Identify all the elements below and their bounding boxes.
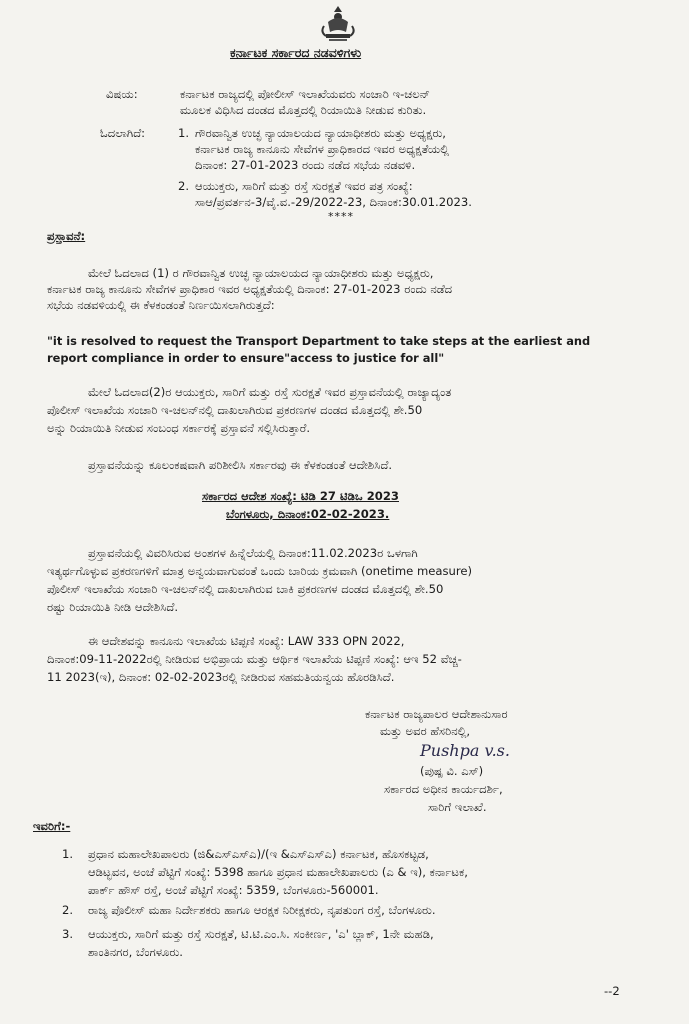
recipients-heading: ಇವರಿಗೆ:- xyxy=(33,819,71,833)
recipient-number: 2. xyxy=(62,903,74,917)
recipient-line: ಆಡಿಟ್ಭವನ, ಅಂಚೆ ಪೆಟ್ಟಿಗೆ ಸಂಖ್ಯೆ: 5398 ಹಾಗೂ ಪ್ರಧಾನ ಮಹಾಲೇಖಪಾಲರು (ಎ & ಇ), ಕರ್ನಾಟಕ, xyxy=(88,865,468,879)
recipient-line: ಪಾರ್ಕ್ ಹೌಸ್ ರಸ್ತೆ, ಅಂಚೆ ಪೆಟ್ಟಿಗೆ ಸಂಖ್ಯೆ: 5359, ಬೆಂಗಳೂರು-560001. xyxy=(88,883,379,897)
subject-line: ಕರ್ನಾಟಕ ರಾಜ್ಯದಲ್ಲಿ ಪೋಲೀಸ್ ಇಲಾಖೆಯವರು ಸಂಚಾರಿ ಇ-ಚಲನ್ xyxy=(180,87,430,101)
paragraph-line: ಪ್ರಸ್ತಾವನೆಯಲ್ಲಿ ವಿವರಿಸಿರುವ ಅಂಶಗಳ ಹಿನ್ನೆಲೆಯಲ್ಲಿ ದಿನಾಂಕ:11.02.2023ರ ಒಳಗಾಗಿ xyxy=(88,546,418,560)
document-title: ಕರ್ನಾಟಕ ಸರ್ಕಾರದ ನಡವಳಿಗಳು xyxy=(230,45,362,60)
recipient-number: 3. xyxy=(62,927,74,941)
reference-number: 2. xyxy=(178,179,190,193)
recipient-line: ರಾಜ್ಯ ಪೊಲೀಸ್ ಮಹಾ ನಿರ್ದೇಶಕರು ಹಾಗೂ ಆರಕ್ಷಕ ನಿರೀಕ್ಷಕರು, ನೃಪತುಂಗ ರಸ್ತೆ, ಬೆಂಗಳೂರು. xyxy=(88,903,436,917)
subject-label: ವಿಷಯ: xyxy=(106,87,138,101)
signature-authority: ಕರ್ನಾಟಕ ರಾಜ್ಯಪಾಲರ ಆದೇಶಾನುಸಾರ xyxy=(365,707,508,721)
paragraph-line: 11 2023(ಇ), ದಿನಾಂಕ: 02-02-2023ರಲ್ಲಿ ನೀಡಿರುವ ಸಹಮತಿಯನ್ವಯ ಹೊರಡಿಸಿದೆ. xyxy=(47,670,395,684)
separator: **** xyxy=(328,210,354,223)
resolution-quote: report compliance in order to ensure"access to justice for all" xyxy=(47,351,445,365)
paragraph-line: ಪ್ರಸ್ತಾವನೆಯನ್ನು ಕೂಲಂಕಷವಾಗಿ ಪರಿಶೀಲಿಸಿ ಸರ್ಕಾರವು ಈ ಕೆಳಕಂಡಂತೆ ಆದೇಶಿಸಿದೆ. xyxy=(88,458,393,472)
paragraph-line: ದಿನಾಂಕ:09-11-2022ರಲ್ಲಿ ನೀಡಿರುವ ಅಭಿಪ್ರಾಯ ಮತ್ತು ಆರ್ಥಿಕ ಇಲಾಖೆಯ ಟಿಪ್ಪಣಿ ಸಂಖ್ಯೆ: ಆಇ 52 ವೆಚ್ಚ- xyxy=(47,652,462,666)
signatory-designation: ಸರ್ಕಾರದ ಅಧೀನ ಕಾರ್ಯದರ್ಶಿ, xyxy=(384,782,503,796)
signatory-name: (ಪುಷ್ಪ ವಿ. ಎಸ್) xyxy=(420,764,484,778)
preamble-heading: ಪ್ರಸ್ತಾವನೆ: xyxy=(47,229,86,243)
paragraph-line: ಮೇಲೆ ಓದಲಾದ(2)ರ ಆಯುಕ್ತರು, ಸಾರಿಗೆ ಮತ್ತು ರಸ್ತೆ ಸುರಕ್ಷತೆ ಇವರ ಪ್ರಸ್ತಾವನೆಯಲ್ಲಿ ರಾಜ್ಯಾದ್ಯಂತ xyxy=(88,385,452,399)
paragraph-line: ಮೇಲೆ ಓದಲಾದ (1) ರ ಗೌರವಾನ್ವಿತ ಉಚ್ಛ ನ್ಯಾಯಾಲಯದ ನ್ಯಾಯಾಧೀಶರು ಮತ್ತು ಅಧ್ಯಕ್ಷರು, xyxy=(88,266,434,280)
references-label: ಓದಲಾಗಿದೆ: xyxy=(100,126,146,140)
paragraph-line: ಪೊಲೀಸ್ ಇಲಾಖೆಯ ಸಂಚಾರಿ ಇ-ಚಲನ್‌ನಲ್ಲಿ ದಾಖಲಾಗಿರುವ ಪ್ರಕರಣಗಳ ದಂಡದ ಮೊತ್ತದಲ್ಲಿ ಶೇ.50 xyxy=(47,403,423,417)
reference-number: 1. xyxy=(178,126,190,140)
paragraph-line: ರಷ್ಟು ರಿಯಾಯಿತಿ ನೀಡಿ ಆದೇಶಿಸಿದೆ. xyxy=(47,600,179,614)
page-marker: --2 xyxy=(604,984,620,998)
recipient-line: ಶಾಂತಿನಗರ, ಬೆಂಗಳೂರು. xyxy=(88,945,183,959)
handwritten-signature: Pushpa v.s. xyxy=(420,741,510,760)
paragraph-line: ಇತ್ಯರ್ಥಗೊಳ್ಳುವ ಪ್ರಕರಣಗಳಿಗೆ ಮಾತ್ರ ಅನ್ವಯವಾಗುವಂತೆ ಒಂದು ಬಾರಿಯ ಕ್ರಮವಾಗಿ (onetime measure) xyxy=(47,564,473,578)
reference-line: ಆಯುಕ್ತರು, ಸಾರಿಗೆ ಮತ್ತು ರಸ್ತೆ ಸುರಕ್ಷತೆ ಇವರ ಪತ್ರ ಸಂಖ್ಯೆ: xyxy=(195,179,413,193)
signatory-department: ಸಾರಿಗೆ ಇಲಾಖೆ. xyxy=(428,800,487,814)
paragraph-line: ಅನ್ನು ರಿಯಾಯಿತಿ ನೀಡುವ ಸಂಬಂಧ ಸರ್ಕಾರಕ್ಕೆ ಪ್ರಸ್ತಾವನೆ ಸಲ್ಲಿಸಿರುತ್ತಾರೆ. xyxy=(47,421,311,435)
signature-authority: ಮತ್ತು ಅವರ ಹೆಸರಿನಲ್ಲಿ, xyxy=(380,724,471,738)
recipient-line: ಪ್ರಧಾನ ಮಹಾಲೇಖಪಾಲರು (ಜಿ&ಎಸ್‌ಎಸ್‌ಎ)/(ಇ &ಎಸ್‌ಎಸ್‌ಎ) ಕರ್ನಾಟಕ, ಹೊಸಕಟ್ಟಡ, xyxy=(88,847,429,861)
paragraph-line: ಸಭೆಯ ನಡವಳಿಯಲ್ಲಿ ಈ ಕೆಳಕಂಡಂತೆ ನಿರ್ಣಯಿಸಲಾಗಿರುತ್ತದೆ: xyxy=(47,298,275,312)
subject-line: ಮೂಲಕ ವಿಧಿಸಿದ ದಂಡದ ಮೊತ್ತದಲ್ಲಿ ರಿಯಾಯಿತಿ ನೀಡುವ ಕುರಿತು. xyxy=(180,103,427,117)
paragraph-line: ಕರ್ನಾಟಕ ರಾಜ್ಯ ಕಾನೂನು ಸೇವೆಗಳ ಪ್ರಾಧಿಕಾರ ಇವರ ಅಧ್ಯಕ್ಷತೆಯಲ್ಲಿ ದಿನಾಂಕ: 27-01-2023 ರಂದು ನಡೆದ xyxy=(47,282,453,296)
recipient-number: 1. xyxy=(62,847,74,861)
state-emblem-icon xyxy=(316,4,360,44)
recipient-line: ಆಯುಕ್ತರು, ಸಾರಿಗೆ ಮತ್ತು ರಸ್ತೆ ಸುರಕ್ಷತೆ, ಟಿ.ಟಿ.ಎಂ.ಸಿ. ಸಂಕೀರ್ಣ, 'ಎ' ಬ್ಲಾಕ್, 1ನೇ ಮಹಡಿ, xyxy=(88,927,434,941)
order-place-date: ಬೆಂಗಳೂರು, ದಿನಾಂಕ:02-02-2023. xyxy=(226,507,390,521)
resolution-quote: "it is resolved to request the Transport Department to take steps at the earliest and xyxy=(47,334,591,348)
order-number: ಸರ್ಕಾರದ ಆದೇಶ ಸಂಖ್ಯೆ: ಟಿಡಿ 27 ಟಿಡಿಒ 2023 xyxy=(202,489,399,503)
paragraph-line: ಪೊಲೀಸ್ ಇಲಾಖೆಯ ಸಂಚಾರಿ ಇ-ಚಲನ್‌ನಲ್ಲಿ ದಾಖಲಾಗಿರುವ ಬಾಕಿ ಪ್ರಕರಣಗಳ ದಂಡದ ಮೊತ್ತದಲ್ಲಿ ಶೇ.50 xyxy=(47,582,444,596)
paragraph-line: ಈ ಆದೇಶವನ್ನು ಕಾನೂನು ಇಲಾಖೆಯ ಟಿಪ್ಪಣಿ ಸಂಖ್ಯೆ: LAW 333 OPN 2022, xyxy=(88,634,405,648)
reference-line: ಸಾಆ/ಪ್ರವರ್ತನ-3/ವೈ.ವ.-29/2022-23, ದಿನಾಂಕ:30.01.2023. xyxy=(195,195,472,209)
reference-line: ಗೌರವಾನ್ವಿತ ಉಚ್ಛ ನ್ಯಾಯಾಲಯದ ನ್ಯಾಯಾಧೀಶರು ಮತ್ತು ಅಧ್ಯಕ್ಷರು, xyxy=(195,126,446,140)
reference-line: ದಿನಾಂಕ: 27-01-2023 ರಂದು ನಡೆದ ಸಭೆಯ ನಡವಳಿ. xyxy=(195,158,416,172)
reference-line: ಕರ್ನಾಟಕ ರಾಜ್ಯ ಕಾನೂನು ಸೇವೆಗಳ ಪ್ರಾಧಿಕಾರದ ಇವರ ಅಧ್ಯಕ್ಷತೆಯಲ್ಲಿ xyxy=(195,142,449,156)
